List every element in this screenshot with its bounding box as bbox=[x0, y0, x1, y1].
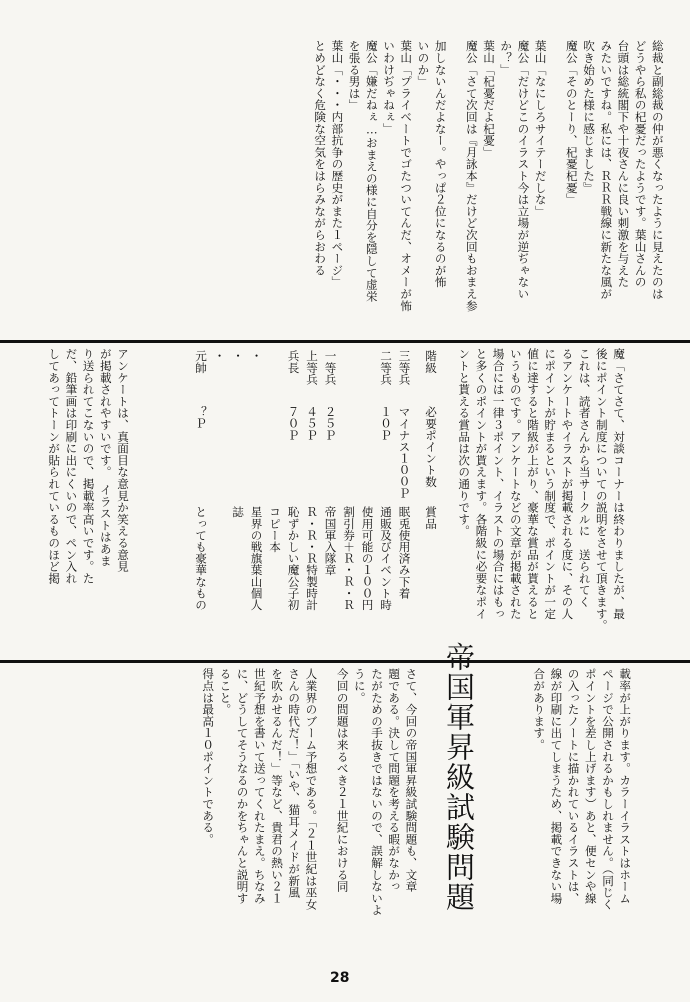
exam-body-section bbox=[185, 668, 425, 968]
text-line: るアンケートやイラストが掲載される度に、その人 bbox=[560, 348, 575, 620]
text-line: いわけぢゃねぇ」 bbox=[382, 40, 397, 135]
text-line: 魔「さてさて、対談コーナーは終わりましたが、最 bbox=[612, 348, 627, 620]
rank-table-points-cell: １０Ｐ bbox=[379, 406, 393, 441]
text-line: 載率が上がります。カラーイラストはホーム bbox=[618, 668, 633, 904]
text-line: ントと貰える賞品は次の通りです。 bbox=[457, 348, 472, 537]
text-line: さんの時代だ！」「いや、猫耳メイドが新風 bbox=[287, 668, 302, 899]
text-line: アンケートは、真面目な意見か笑える意見 bbox=[116, 348, 131, 573]
rank-table-prize-cell: Ｒ・Ｒ・Ｒ特製時計 bbox=[305, 506, 319, 611]
text-line: ポイントを差し上げます）あと、便センや線 bbox=[583, 668, 598, 904]
rank-table-rank-cell: ・ bbox=[249, 350, 264, 362]
text-line: 台頭は総統閣下や十夜さんに良い刺激を与えた bbox=[616, 40, 631, 288]
text-line: 葉山「・・・内部抗争の歴史がまた１ページ」 bbox=[330, 40, 345, 288]
text-line: 魔公「さて次回は『月詠本』だけど次回もおまえ参 bbox=[464, 40, 479, 312]
text-line: とめどなく危険な空気をはらみながらおわる bbox=[313, 40, 328, 276]
text-line: にポイントが貯まるという制度で、ポイントが一定 bbox=[543, 348, 558, 620]
text-line: と多くのポイントが貰えます。各階級に必要なポイ bbox=[474, 348, 489, 620]
text-line: 葉山「プライベートでゴたついてんだ、オメーが怖 bbox=[399, 40, 414, 312]
rank-table-rank-cell: 兵長 bbox=[286, 350, 301, 374]
continued-text bbox=[530, 668, 633, 968]
text-line: が掲載されやすいです。 イラストはあま bbox=[98, 348, 113, 567]
point-outro-section bbox=[45, 348, 175, 648]
rank-table-points-cell: ４５Ｐ bbox=[305, 406, 319, 441]
text-line: に、どうしてそうなるのかをちゃんと説明す bbox=[235, 668, 250, 904]
text-line: ページで公開されるかもしれません。（同じく bbox=[601, 668, 616, 910]
text-line: 今回の問題は来るべき２１世紀における同 bbox=[335, 668, 350, 893]
text-line: これは、読者さんから当サークルに 送られてく bbox=[577, 348, 592, 608]
text-line: どうやら私の杞憂だったようです。葉山さんの bbox=[633, 40, 648, 288]
rank-table-prize-cell: 星界の戦旗葉山個人 bbox=[249, 506, 264, 611]
text-line: たがための手抜きではないので、誤解しないよ bbox=[370, 668, 385, 916]
rank-table-points-cell: ２５Ｐ bbox=[323, 406, 338, 441]
rank-table-rank-cell: ・ bbox=[231, 350, 245, 362]
text-line: 葉山「杞憂だよ杞憂」 bbox=[482, 40, 497, 158]
point-intro-section bbox=[455, 348, 655, 648]
rank-table-prize-cell: 割引券＋Ｒ・Ｒ・Ｒ bbox=[342, 506, 356, 611]
rank-table-rank-cell: 上等兵 bbox=[305, 350, 319, 385]
rank-table bbox=[194, 350, 440, 650]
bottom-continued-section bbox=[530, 668, 660, 968]
rank-table-rank-cell: ・ bbox=[212, 350, 227, 362]
text-line: 魔公「だけどこのイラスト今は立場が逆ぢゃない bbox=[516, 40, 531, 300]
text-line: 後にポイント制度についての説明をさせて頂きます。 bbox=[594, 348, 609, 632]
rank-table-prize-cell: 恥ずかしい魔公子初 bbox=[286, 506, 301, 611]
text-line: か？」 bbox=[499, 40, 514, 76]
text-line: いうものです。アンケートなどの文章が掲載された bbox=[508, 348, 523, 620]
text-line: 人業界のブーム予想である。「２１世紀は巫女 bbox=[304, 668, 319, 910]
dialogue-section bbox=[275, 40, 665, 340]
text-line: の入ったノートに描かれているイラストは、 bbox=[566, 668, 581, 904]
exam-body-text bbox=[185, 668, 419, 968]
rank-table-prize-cell: 通販及びイベント時 bbox=[379, 506, 393, 611]
rank-table-prize-cell: コピー本 bbox=[268, 506, 282, 553]
text-line: 葉山「なにしろサイテーだしな」 bbox=[533, 40, 548, 217]
text-line: を吹かせるんだ！」等など、貴君の熱い２１ bbox=[270, 668, 285, 904]
text-line: 吹き始めた様に感じました』 bbox=[582, 40, 597, 194]
text-line: 合があります。 bbox=[532, 668, 547, 751]
text-line: 魔公「そのとーり、杞憂杞憂」 bbox=[564, 40, 579, 206]
rank-table-prize-cell: 賞品 bbox=[424, 506, 438, 530]
rank-table-rank-cell: 元帥 bbox=[194, 350, 208, 374]
section-divider-bottom bbox=[0, 660, 690, 663]
rank-table-points-cell: 必要ポイント数 bbox=[424, 406, 438, 488]
text-line: ること。 bbox=[218, 668, 233, 716]
rank-table-rank-cell: 二等兵 bbox=[379, 350, 393, 385]
text-line: 加しないんだよなー。やっぱ２位になるのが怖 bbox=[433, 40, 448, 288]
text-line: 線が印刷に出てしまうため、掲載できない場 bbox=[549, 668, 564, 904]
text-line: 魔公「嫌だねぇ…おまえの様に自分を隠して虚栄 bbox=[364, 40, 379, 302]
text-line: 得点は最高１０ポイントである。 bbox=[201, 668, 216, 845]
text-line: だ、鉛筆画は印刷に出にくいので、ペン入れ bbox=[64, 348, 79, 584]
text-line: り送られてこないので、掲載率高いです。た bbox=[81, 348, 96, 584]
rank-table-prize-cell: 帝国軍入隊章 bbox=[323, 506, 338, 576]
rank-table-prize-cell: とっても豪華なもの bbox=[194, 506, 208, 611]
text-line: 題である。決して問題を考える暇がなかっ bbox=[387, 668, 402, 893]
rank-table-prize-cell: 誌 bbox=[231, 506, 245, 518]
text-line: 総裁と副総裁の仲が悪くなったように見えたのは bbox=[650, 40, 665, 300]
text-line: うに。 bbox=[352, 668, 367, 704]
rank-table-rank-cell: 三等兵 bbox=[397, 350, 412, 385]
text-line: さて、今回の帝国軍昇級試験問題も、文章 bbox=[404, 668, 419, 893]
section-divider-top bbox=[0, 340, 690, 343]
rank-table-prize-cell: 使用可能の１００円 bbox=[360, 506, 375, 611]
text-line: みたいですね。私には、ＲＲＲ戦線に新たな風が bbox=[599, 40, 614, 300]
text-line: 場合には一律３ポイント、イラストの場合にはもっ bbox=[491, 348, 506, 620]
text-line: を張る男は」 bbox=[347, 40, 362, 111]
exam-heading: 帝国軍昇級試験問題 bbox=[442, 642, 476, 912]
point-outro-text bbox=[45, 348, 131, 648]
dialogue-text bbox=[275, 40, 666, 340]
text-line: いのか」 bbox=[416, 40, 431, 88]
rank-table-rank-cell: 階級 bbox=[424, 350, 438, 374]
rank-table-prize-cell: 眠兎使用済み下着 bbox=[397, 506, 412, 599]
rank-table-points-cell: マイナス１００Ｐ bbox=[397, 406, 412, 499]
page-number: 28 bbox=[330, 970, 350, 986]
text-line: 世紀予想を書いて送ってくれたまえ。ちなみ bbox=[252, 668, 267, 904]
rank-table-rank-cell: 一等兵 bbox=[323, 350, 338, 385]
rank-table-points-cell: ？Ｐ bbox=[194, 406, 208, 430]
point-intro-text bbox=[455, 348, 627, 648]
rank-table-points-cell: ７０Ｐ bbox=[286, 406, 301, 441]
text-line: してあってトーンが貼られているものほど掲 bbox=[47, 348, 62, 584]
text-line: 値に達すると階級が上がり、豪華な賞品が貰えると bbox=[526, 348, 541, 620]
